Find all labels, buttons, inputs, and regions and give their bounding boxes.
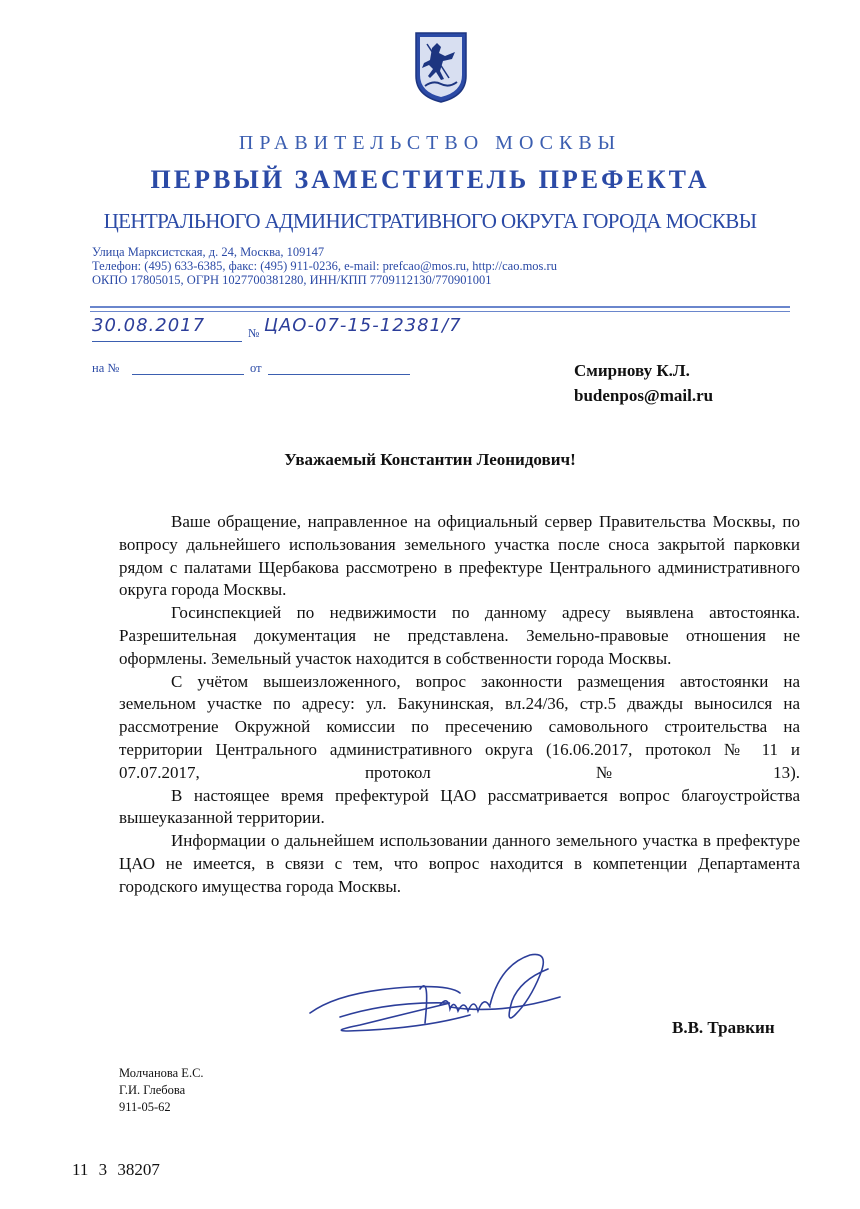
letterhead-government: ПРАВИТЕЛЬСТВО МОСКВЫ [238, 132, 622, 154]
registration-number: ЦАО-07-15-12381/7 [264, 315, 462, 336]
executor-block [119, 1065, 204, 1116]
body-paragraph: Информации о дальнейшем использовании данного земельного участка в префектуре ЦАО не имеется, в связи с тем, что вопрос находится в компетенции Департамента городского имущества города Москвы. [119, 831, 800, 896]
handwritten-signature [300, 945, 590, 1045]
from-label: от [250, 361, 262, 375]
recipient-email: budenpos@mail.ru [574, 386, 714, 405]
registration-number-label: № [248, 326, 260, 340]
letterhead-district: ЦЕНТРАЛЬНОГО АДМИНИСТРАТИВНОГО ОКРУГА ГОРОДА МОСКВЫ [103, 209, 757, 233]
address-line: Улица Марксистская, д. 24, Москва, 109147 [92, 245, 325, 259]
body-paragraph: В настоящее время префектурой ЦАО рассматривается вопрос благоустройства вышеуказанной территории. [119, 785, 800, 828]
requisites-line: ОКПО 17805015, ОГРН 1027700381280, ИНН/КПП 7709112130/770901001 [92, 273, 492, 287]
contacts-line: Телефон: (495) 633-6385, факс: (495) 911-0236, e-mail: prefcao@mos.ru, http://cao.mos.ru [92, 259, 557, 273]
body-paragraph: Ваше обращение, направленное на официальный сервер Правительства Москвы, по вопросу дальнейшего использования земельного участка после сноса закрытой парковки рядом с палатами Щербакова рассмотрено в префектуре Центрального административного округа города Москвы. [119, 512, 800, 600]
salutation: Уважаемый Константин Леонидович! [284, 450, 576, 469]
letter-body [119, 511, 800, 899]
executor-phone: 911-05-62 [119, 1100, 171, 1114]
body-paragraph: Госинспекцией по недвижимости по данному адресу выявлена автостоянка. Разрешительная документация не представлена. Земельно-правовые отношения не оформлены. Земельный участок находится в собственности города Москвы. [119, 603, 800, 668]
executor-name: Молчанова Е.С. [119, 1066, 204, 1080]
from-blank [268, 374, 410, 375]
recipient-block [574, 358, 713, 408]
signer-name: В.В. Травкин [672, 1018, 775, 1037]
executor-name: Г.И. Глебова [119, 1083, 186, 1097]
body-paragraph: С учётом вышеизложенного, вопрос законности размещения автостоянки на земельном участке по адресу: ул. Бакунинская, вл.24/36, стр.5 дважды выносился на рассмотрение Окружной комиссии по пресечению самовольного строительства на территории Центрального административного округа (16.06.2017, протокол № 11 и 07.07.2017, протокол №13). [119, 671, 800, 782]
reply-to-blank [132, 374, 244, 375]
document-code: 11 3 38207 [72, 1160, 160, 1179]
moscow-coat-of-arms-icon [413, 30, 469, 104]
letterhead-divider [90, 306, 790, 308]
letterhead-divider-thin [90, 311, 790, 312]
letterhead-position: ПЕРВЫЙ ЗАМЕСТИТЕЛЬ ПРЕФЕКТА [150, 165, 710, 194]
letterhead-address [92, 245, 557, 287]
reply-to-label: на № [92, 361, 120, 375]
registration-date: 30.08.2017 [92, 315, 242, 342]
recipient-name: Смирнову К.Л. [574, 361, 690, 380]
